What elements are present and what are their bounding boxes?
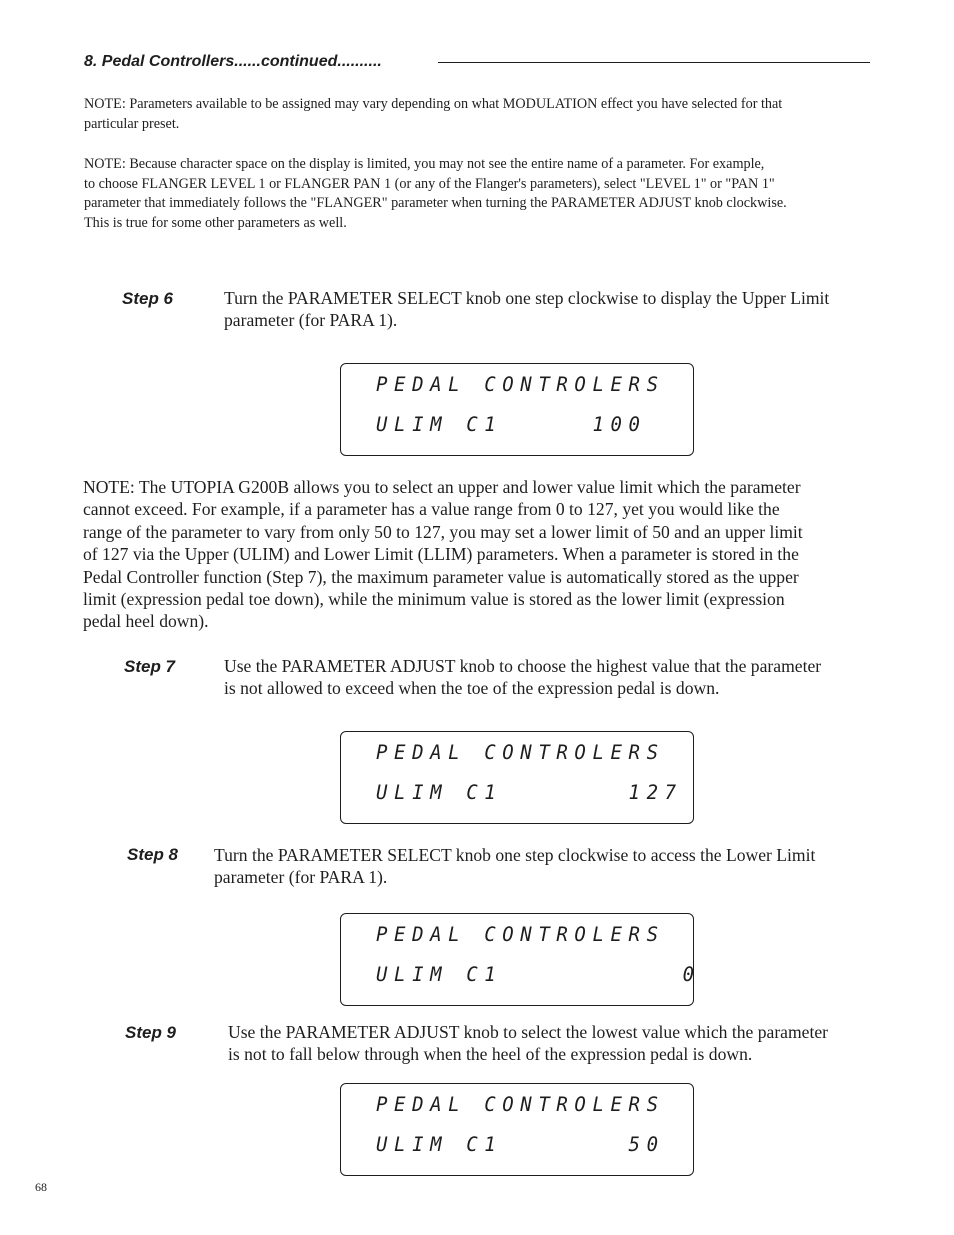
step-9-label: Step 9 — [125, 1023, 177, 1042]
note-line: pedal heel down). — [83, 611, 209, 632]
note-line: of 127 via the Upper (ULIM) and Lower Limit (LLIM) parameters. When a parameter is stored in the — [83, 544, 799, 565]
step-7-text — [224, 655, 821, 700]
step-7-label: Step 7 — [124, 657, 176, 676]
note-line: cannot exceed. For example, if a parameter has a value range from 0 to 127, yet you would like the — [83, 499, 780, 520]
note-line: NOTE: Parameters available to be assigned may vary depending on what MODULATION effect you have selected for that — [84, 96, 783, 112]
step-6-text — [224, 287, 829, 332]
lcd-line-2: ULIM C1 100 — [376, 413, 647, 437]
note-line: NOTE: Because character space on the display is limited, you may not see the entire name of a parameter. For example, — [84, 156, 765, 172]
step-line: is not allowed to exceed when the toe of the expression pedal is down. — [224, 678, 720, 699]
lcd-display-step-9 — [340, 1083, 694, 1176]
lcd-line-1: PEDAL CONTROLERS — [376, 741, 665, 765]
step-line: parameter (for PARA 1). — [224, 310, 398, 331]
step-line: is not to fall below through when the heel of the expression pedal is down. — [228, 1044, 753, 1065]
section-title: 8. Pedal Controllers......continued.......... — [84, 53, 382, 70]
note-line: parameter that immediately follows the "FLANGER" parameter when turning the PARAMETER ADJUST knob clockwise. — [84, 195, 787, 211]
step-line: parameter (for PARA 1). — [214, 867, 388, 888]
lcd-line-2: ULIM C1 127 — [376, 781, 683, 805]
step-line: Turn the PARAMETER SELECT knob one step clockwise to access the Lower Limit — [214, 845, 816, 865]
note-parameters — [84, 95, 874, 134]
lcd-line-1: PEDAL CONTROLERS — [376, 1093, 665, 1117]
step-line: Use the PARAMETER ADJUST knob to choose the highest value that the parameter — [224, 656, 822, 676]
note-line: limit (expression pedal toe down), while the minimum value is stored as the lower limit (expression — [83, 589, 785, 610]
lcd-display-step-7 — [340, 731, 694, 824]
step-line: Turn the PARAMETER SELECT knob one step clockwise to display the Upper Limit — [224, 288, 830, 308]
note-line: to choose FLANGER LEVEL 1 or FLANGER PAN 1 (or any of the Flanger's parameters), select "LEVEL 1" or "PAN 1" — [84, 175, 775, 192]
step-8-label: Step 8 — [127, 845, 179, 864]
step-line: Use the PARAMETER ADJUST knob to select the lowest value which the parameter — [228, 1022, 829, 1042]
step-6-label: Step 6 — [122, 289, 174, 308]
header-rule — [438, 62, 870, 63]
lcd-line-1: PEDAL CONTROLERS — [376, 923, 665, 947]
lcd-line-2: ULIM C1 50 — [376, 1133, 665, 1157]
note-line: NOTE: The UTOPIA G200B allows you to select an upper and lower value limit which the parameter — [83, 477, 801, 497]
step-9-text — [228, 1021, 828, 1066]
note-line: particular preset. — [84, 115, 180, 132]
lcd-line-1: PEDAL CONTROLERS — [376, 373, 665, 397]
lcd-display-step-8 — [340, 913, 701, 1006]
step-8-text — [214, 844, 815, 889]
note-line: range of the parameter to vary from only 50 to 127, you may set a lower limit of 50 and an upper limit — [83, 521, 803, 542]
note-limits — [83, 476, 883, 633]
lcd-display-step-6 — [340, 363, 694, 456]
page-number: 68 — [35, 1180, 47, 1194]
lcd-line-2: ULIM C1 0 — [376, 963, 701, 987]
note-character-space — [84, 155, 874, 233]
note-line: This is true for some other parameters as well. — [84, 214, 347, 231]
note-line: Pedal Controller function (Step 7), the maximum parameter value is automatically stored as the upper — [83, 566, 799, 587]
